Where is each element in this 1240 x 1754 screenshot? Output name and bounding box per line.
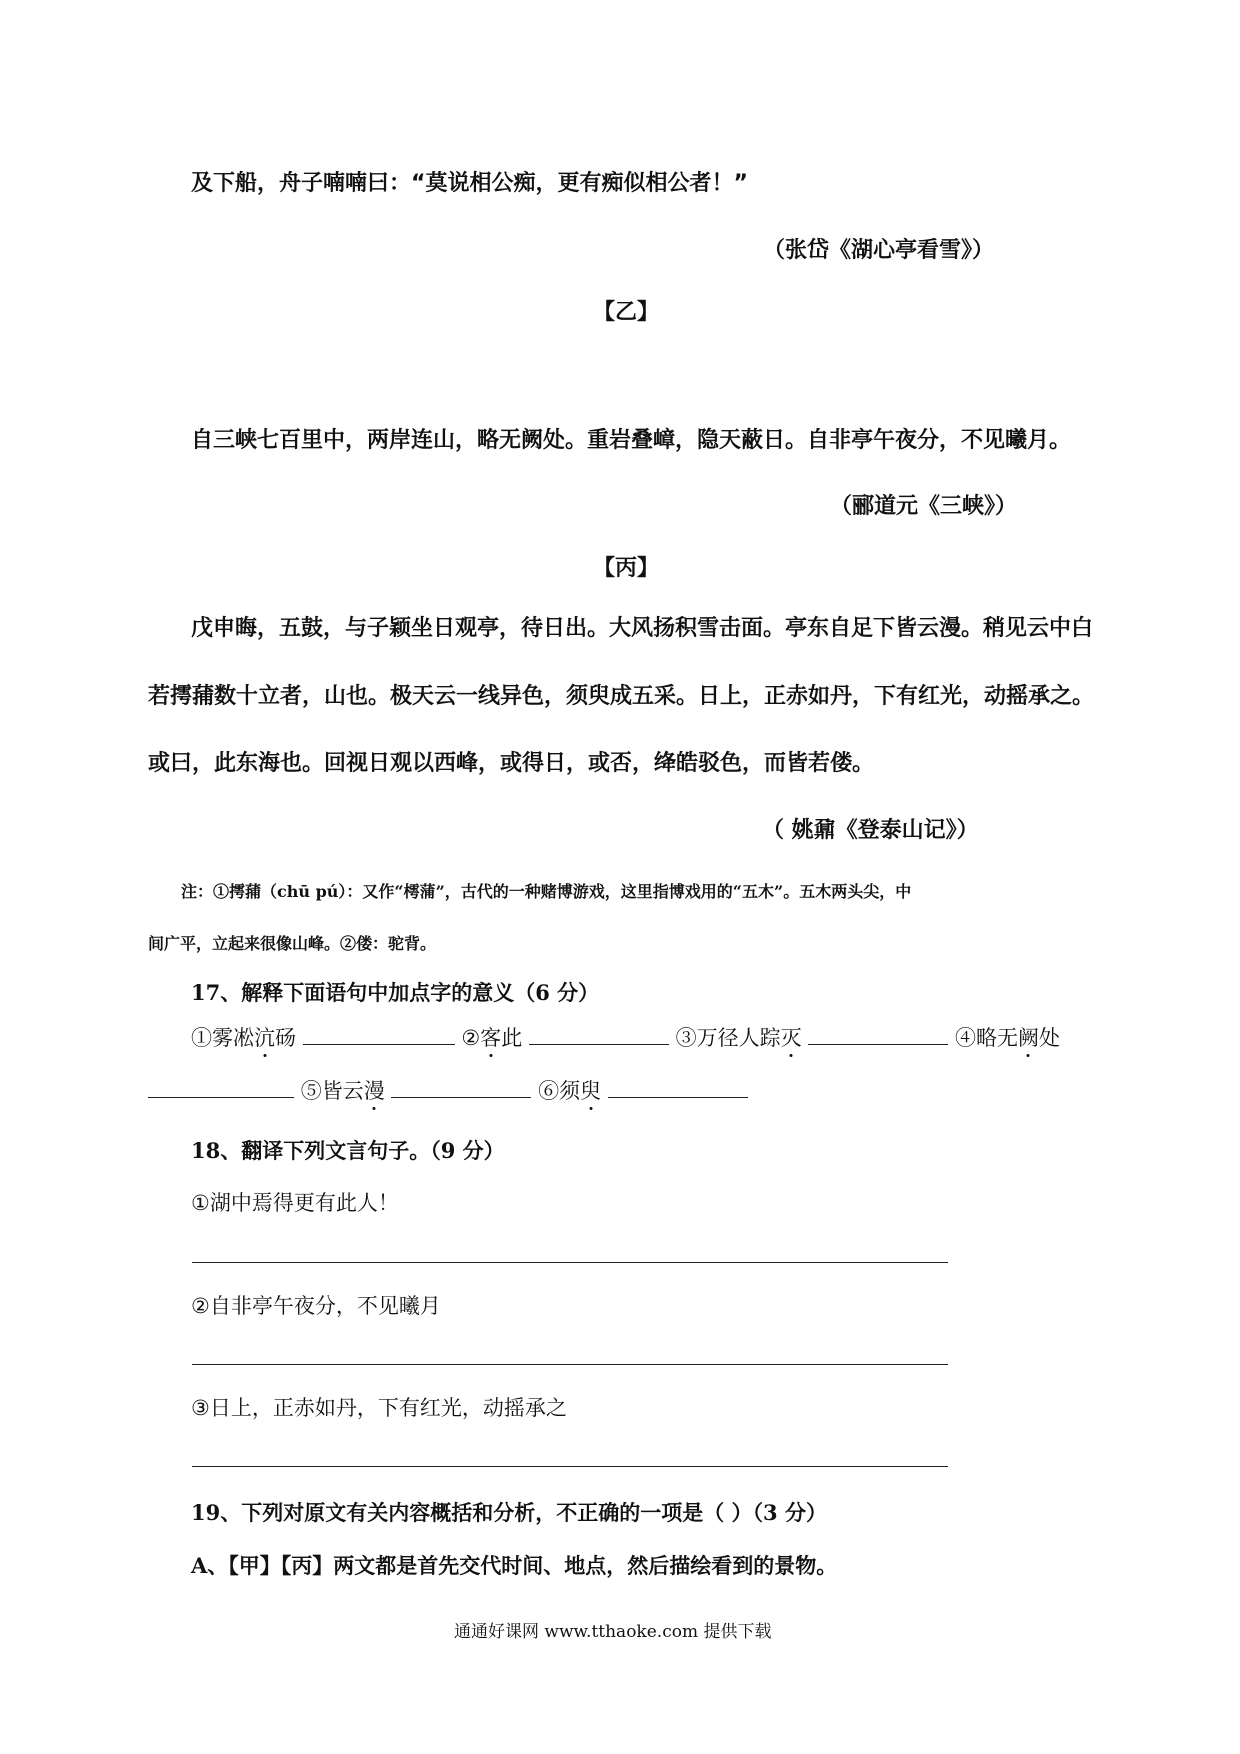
q17-item-3-pre: 万径人踪 xyxy=(696,1026,781,1050)
q17-item-5-answer-blank[interactable] xyxy=(391,1077,531,1098)
q17-item-5-pre: 皆云 xyxy=(321,1079,364,1103)
annotation-note-line-2: 间广平，立起来很像山峰。②偻：驼背。 xyxy=(148,934,437,953)
q17-item-6-pre: 须 xyxy=(559,1079,581,1103)
passage-yi-heading: 【乙】 xyxy=(593,300,660,325)
q17-item-5-number: ⑤ xyxy=(300,1079,322,1103)
q17-item-4 xyxy=(948,1026,1060,1050)
passage-bing-line-3: 或曰，此东海也。回视日观以西峰，或得日，或否，绛皓驳色，而皆若偻。 xyxy=(148,751,875,776)
q17-item-1-pre: 雾凇 xyxy=(212,1026,254,1050)
passage-bing-line-1: 戊申晦，五鼓，与子颖坐日观亭，待日出。大风扬积雪击面。亭东自足下皆云漫。稍见云中白 xyxy=(191,616,1094,641)
question-18-sentence-3: ③日上，正赤如丹，下有红光，动摇承之 xyxy=(191,1396,567,1420)
passage-jia-line-1: 及下船，舟子喃喃曰：“莫说相公痴，更有痴似相公者！” xyxy=(191,171,748,196)
q17-item-2-dotted-char: 客 xyxy=(480,1026,502,1050)
q17-item-2-answer-blank[interactable] xyxy=(529,1024,669,1045)
q17-item-3-answer-blank[interactable] xyxy=(808,1024,948,1045)
q17-item-4-dotted-char: 阙 xyxy=(1017,1026,1039,1050)
passage-bing-source: （ 姚鼐《登泰山记》） xyxy=(762,818,979,843)
q17-item-4-answer-blank[interactable] xyxy=(148,1077,294,1098)
question-19-title: 19、下列对原文有关内容概括和分析，不正确的一项是（ ）（3 分） xyxy=(191,1500,827,1525)
q17-item-4-pre: 略无 xyxy=(975,1026,1018,1050)
q17-item-1-answer-blank[interactable] xyxy=(303,1024,455,1045)
q17-item-3-number: ③ xyxy=(675,1026,697,1050)
q17-item-4-post: 处 xyxy=(1038,1026,1060,1050)
q17-item-5 xyxy=(294,1079,391,1103)
q17-item-1-dotted-char: 沆 xyxy=(254,1026,275,1050)
q17-item-3-dotted-char: 灭 xyxy=(780,1026,802,1050)
question-18-title: 18、翻译下列文言句子。（9 分） xyxy=(191,1138,505,1163)
annotation-note-line-1: 注：①摴蒱（chū pú）：又作“樗蒲”，古代的一种赌博游戏，这里指博戏用的“五木”。五木两头尖，中 xyxy=(181,882,912,901)
q17-item-6 xyxy=(531,1079,607,1103)
q17-item-2 xyxy=(455,1026,529,1050)
question-18-answer-line-2[interactable] xyxy=(192,1364,948,1365)
q17-item-6-dotted-char: 臾 xyxy=(580,1079,602,1103)
q17-item-3 xyxy=(669,1026,808,1050)
question-18-answer-line-1[interactable] xyxy=(192,1262,948,1263)
question-18-sentence-2: ②自非亭午夜分，不见曦月 xyxy=(191,1294,441,1318)
q17-item-6-number: ⑥ xyxy=(538,1079,560,1103)
question-17-row-2 xyxy=(148,1077,748,1104)
q17-item-1-post: 砀 xyxy=(275,1026,296,1050)
q17-item-2-post: 此 xyxy=(501,1026,523,1050)
q17-item-2-number: ② xyxy=(461,1026,481,1050)
question-17-title: 17、解释下面语句中加点字的意义（6 分） xyxy=(191,980,600,1005)
q17-item-4-number: ④ xyxy=(954,1026,976,1050)
q17-item-1 xyxy=(191,1026,303,1050)
passage-yi-line-1: 自三峡七百里中，两岸连山，略无阙处。重岩叠嶂，隐天蔽日。自非亭午夜分，不见曦月。 xyxy=(191,428,1072,453)
q17-item-5-dotted-char: 漫 xyxy=(363,1079,385,1103)
q17-item-1-number: ① xyxy=(191,1026,212,1050)
passage-bing-heading: 【丙】 xyxy=(593,556,660,581)
passage-bing-line-2: 若摴蒱数十立者，山也。极天云一线异色，须臾成五采。日上，正赤如丹，下有红光，动摇承之。 xyxy=(148,684,1095,709)
q17-item-6-answer-blank[interactable] xyxy=(608,1077,748,1098)
question-17-row-1 xyxy=(191,1024,1060,1051)
question-19-option-a: A、【甲】【丙】两文都是首先交代时间、地点，然后描绘看到的景物。 xyxy=(191,1553,838,1578)
passage-yi-source: （郦道元《三峡》） xyxy=(830,494,1018,519)
page-footer: 通通好课网 www.tthaoke.com 提供下载 xyxy=(454,1622,772,1642)
passage-jia-source: （张岱《湖心亭看雪》） xyxy=(763,238,995,263)
question-18-sentence-1: ①湖中焉得更有此人！ xyxy=(191,1191,399,1215)
question-18-answer-line-3[interactable] xyxy=(192,1466,948,1467)
